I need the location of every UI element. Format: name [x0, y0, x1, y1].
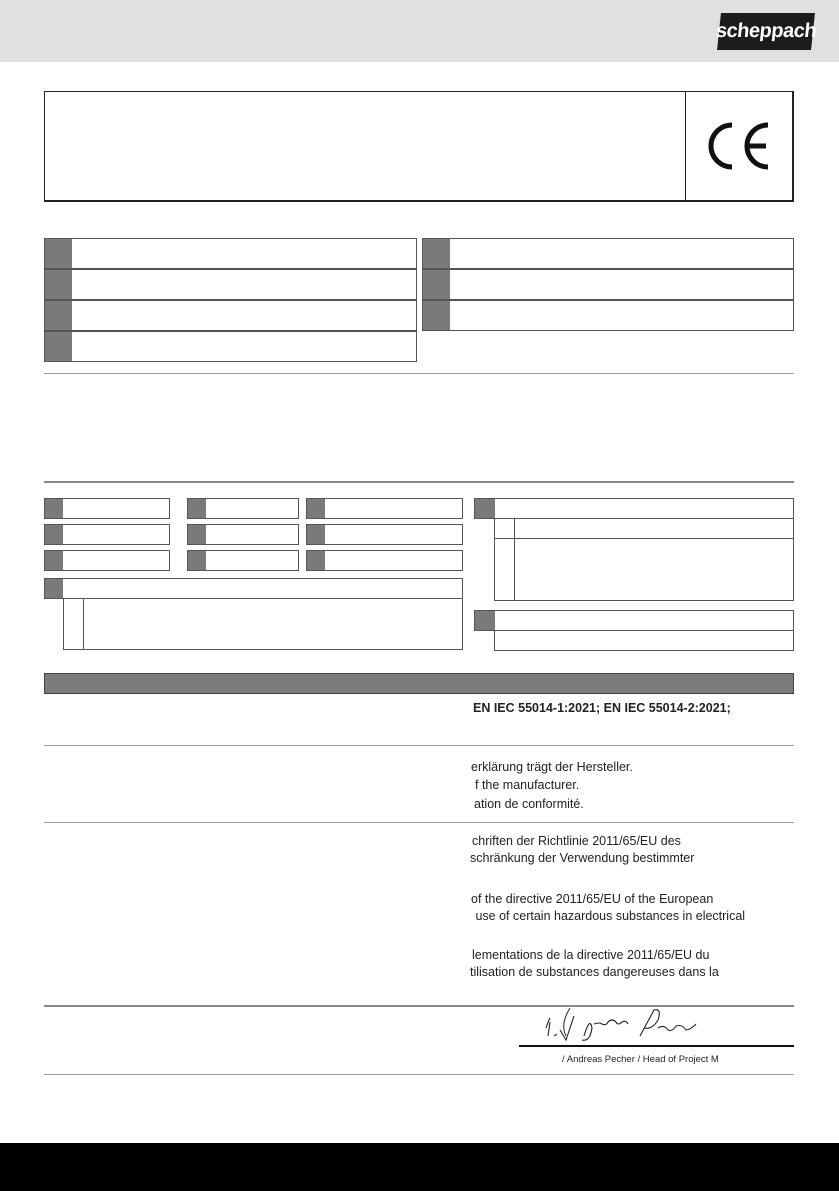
field-row-left-2	[44, 269, 417, 300]
grid-marker-c3	[307, 551, 325, 570]
header-band	[0, 0, 839, 62]
rohs-line-fr-2: tilisation de substances dangereuses dans la	[470, 965, 719, 979]
right-box2-header	[474, 610, 794, 631]
footer-band	[0, 1143, 839, 1191]
field-row-right-1	[422, 238, 794, 269]
grid-box-c3	[306, 550, 463, 571]
right-box2-body	[494, 630, 794, 651]
divider-1	[44, 373, 794, 374]
signature-image	[540, 1006, 730, 1048]
field-row-right-3	[422, 300, 794, 331]
brand-name: scheppach	[714, 20, 818, 42]
right-box-divider	[514, 519, 515, 600]
signature-caption: / Andreas Pecher / Head of Project M	[562, 1054, 719, 1065]
field-row-right-2	[422, 269, 794, 300]
divider-2	[44, 481, 794, 483]
rohs-line-en-1: of the directive 2011/65/EU of the European	[471, 892, 714, 906]
right-box-header	[474, 498, 794, 519]
rohs-line-fr-1: lementations de la directive 2011/65/EU du	[472, 948, 710, 962]
grid-marker-b2	[188, 525, 206, 544]
divider-4	[44, 822, 794, 823]
grid-box-c2	[306, 524, 463, 545]
grid-marker-wide	[45, 579, 63, 598]
right-box2-marker	[475, 611, 495, 630]
responsibility-line-en: f the manufacturer.	[475, 778, 580, 792]
field-marker-right-1	[423, 239, 450, 268]
grid-marker-c1	[307, 499, 325, 518]
standards-text: EN IEC 55014-1:2021; EN IEC 55014-2:2021;	[473, 701, 731, 715]
title-frame-divider	[685, 92, 686, 201]
rohs-line-de-2: schränkung der Verwendung bestimmter	[470, 851, 695, 865]
title-frame	[44, 91, 794, 202]
grid-marker-b1	[188, 499, 206, 518]
section-bar	[44, 673, 794, 694]
grid-marker-b3	[188, 551, 206, 570]
divider-6	[44, 1074, 794, 1075]
right-box-marker	[475, 499, 495, 518]
field-marker-right-3	[423, 301, 450, 330]
ce-mark-icon	[702, 117, 776, 175]
field-marker-left-4	[45, 332, 72, 361]
grid-box-c1	[306, 498, 463, 519]
grid-subbox	[63, 598, 463, 650]
field-row-left-3	[44, 300, 417, 331]
signature-line	[519, 1045, 794, 1047]
field-marker-left-2	[45, 270, 72, 299]
right-box-row	[494, 518, 794, 539]
divider-3	[44, 745, 794, 746]
responsibility-line-de: erklärung trägt der Hersteller.	[471, 760, 633, 774]
grid-subbox-divider	[83, 599, 84, 649]
field-marker-right-2	[423, 270, 450, 299]
grid-marker-c2	[307, 525, 325, 544]
rohs-line-en-2: use of certain hazardous substances in electrical	[472, 909, 746, 923]
responsibility-line-fr: ation de conformité.	[474, 797, 584, 811]
field-marker-left-1	[45, 239, 72, 268]
grid-marker-a1	[45, 499, 63, 518]
brand-logo	[714, 13, 818, 50]
grid-marker-a3	[45, 551, 63, 570]
rohs-line-de-1: chriften der Richtlinie 2011/65/EU des	[472, 834, 681, 848]
right-box-body	[494, 538, 794, 601]
grid-box-wide	[44, 578, 463, 599]
grid-marker-a2	[45, 525, 63, 544]
field-row-left-1	[44, 238, 417, 269]
field-marker-left-3	[45, 301, 72, 330]
field-row-left-4	[44, 331, 417, 362]
